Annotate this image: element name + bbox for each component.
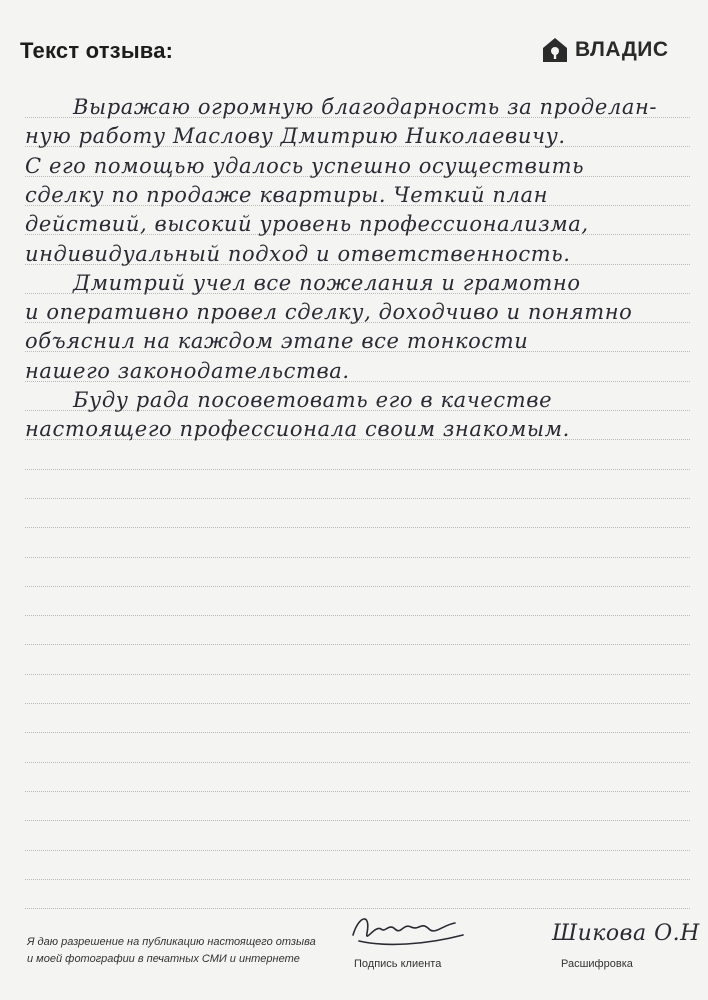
ruled-line [25,586,690,587]
ruled-line [25,527,690,528]
house-key-icon [541,36,569,64]
ruled-line [25,791,690,792]
publication-consent [27,934,347,968]
review-line: Буду рада посоветовать его в качестве [73,388,553,412]
consent-line: Я даю разрешение на публикацию настоящего отзыва [27,936,316,948]
signature-decode: Шикова О.Н [552,921,700,946]
ruled-line [25,850,690,851]
review-line: действий, высокий уровень профессионализма, [25,212,589,237]
ruled-line [25,644,690,645]
ruled-line [25,498,690,499]
ruled-line [25,557,690,558]
consent-line: и моей фотографии в печатных СМИ и интернете [27,953,300,965]
signature-label: Подпись клиента [354,958,442,970]
review-line: и оперативно провел сделку, доходчиво и понятно [25,300,633,325]
review-line: Выражаю огромную благодарность за проделан- [73,95,658,119]
review-line: сделку по продаже квартиры. Четкий план [25,182,549,207]
ruled-line [25,820,690,821]
review-line: ную работу Маслову Дмитрию Николаевичу. [25,124,566,149]
ruled-line [25,674,690,675]
review-line: С его помощью удалось успешно осуществить [25,153,585,178]
ruled-line [25,879,690,880]
review-line: настоящего профессионала своим знакомым. [25,417,570,442]
signature-scribble [345,905,475,960]
ruled-line [25,615,690,616]
ruled-line [25,703,690,704]
review-text-area [25,70,690,940]
page-title: Текст отзыва: [20,38,174,63]
logo-text: ВЛАДИС [575,38,669,61]
company-logo [541,36,691,64]
ruled-line [25,732,690,733]
review-line: нашего законодательства. [25,358,350,383]
review-line: Дмитрий учел все пожелания и грамотно [73,270,581,295]
ruled-line [25,762,690,763]
decode-label: Расшифровка [561,958,633,970]
ruled-line [25,469,690,470]
review-line: объяснил на каждом этапе все тонкости [25,329,529,354]
review-line: индивидуальный подход и ответственность. [25,241,571,266]
